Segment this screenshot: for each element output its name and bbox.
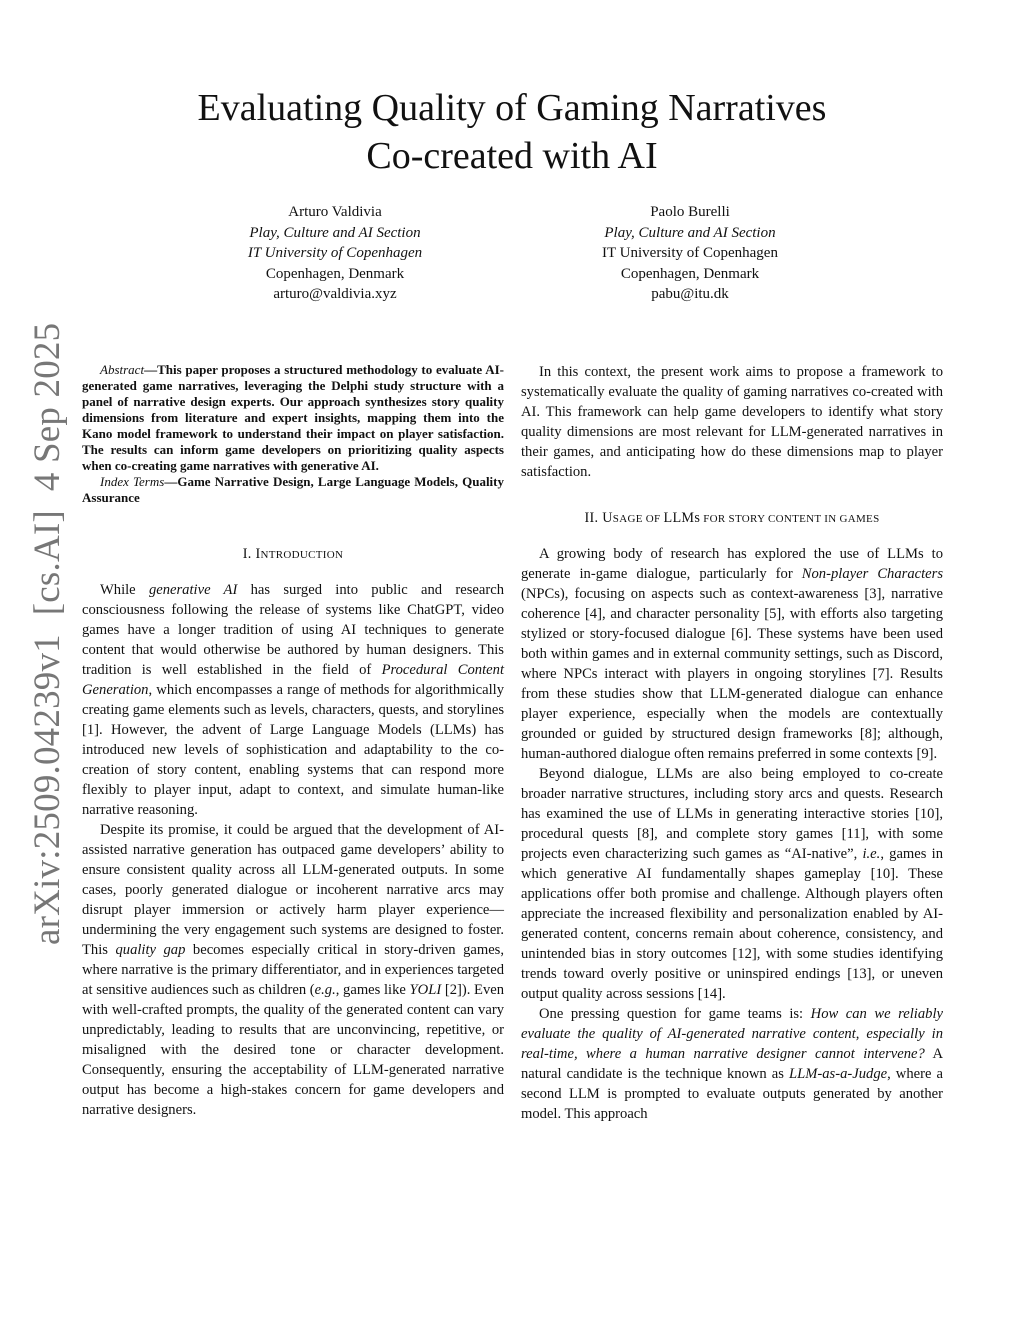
section-number: I. (242, 546, 256, 562)
emphasis: YOLI (409, 982, 442, 998)
author-organization: IT University of Copenhagen (602, 245, 778, 261)
text-run: While (100, 582, 149, 598)
text-run: A growing body of research has explored the use of LLMs to generate in-game dialogue, particularly for (521, 546, 943, 582)
text-run: , games in which generative AI fundamentally shapes gameplay [10]. These applications offer both promise and challenge. Although players often appreciate the increased flexibility and personalization enabled by AI-generated content, concerns remain about coherence, consistency, and unintended bias in story outcomes [12], with some studies identifying trends toward overly positive or uninspired endings [13], or uneven output quality across sessions [14]. (521, 846, 943, 1002)
intro-paragraph-1 (82, 580, 504, 820)
text-run: , games like (335, 982, 410, 998)
abstract-label: Abstract (100, 362, 145, 377)
author-block-2 (525, 202, 855, 305)
text-run: Beyond dialogue, LLMs are also being employed to co-create broader narrative structures, including story arcs and quests. Research has examined the use of LLMs in generating interactive stories [10], procedural quests [8], and complete story games [11], with some projects even characterizing such games as “AI-native”, (521, 766, 943, 862)
emphasis: i.e. (862, 846, 881, 862)
author-city: Copenhagen, Denmark (265, 265, 405, 282)
section-heading-usage (521, 508, 943, 529)
text-run: , which encompasses a range of methods for algorithmically creating game elements such as levels, characters, quests, and storylines [1]. However, the advent of Large Language Models (LLMs) has introduced new levels of sophistication and adaptability to the co-creation of story content, enabling systems that can respond more flexibly to player input, adapt to context, and simulate human-like narrative reasoning. (82, 682, 504, 818)
text-run: (NPCs), focusing on aspects such as context-awareness [3], narrative coherence [4], and character personality [5], with efforts also targeting stylized or story-focused dialogue [6]. These systems have been used both within games and in external community settings, such as Discord, where NPCs interact with players in ongoing storylines [7]. Results from these studies show that LLM-generated dialogue can enhance player experience, especially when the models are contextually grounded or guided by structured design frameworks [8]; although, human-authored dialogue often remains preferred in some contexts [9]. (521, 586, 943, 762)
abstract-text: —This paper proposes a structured methodology to evaluate AI-generated game narratives, leveraging the Delphi study structure with a panel of narrative design experts. Our approach synthesizes story quality dimensions from literature and expert insights, mapping them into the Kano model framework to understand their impact on player satisfaction. The results can inform game developers on prioritizing quality aspects when co-creating game narratives with generative AI. (82, 362, 504, 473)
author-email: arturo@valdivia.xyz (273, 286, 397, 302)
text-run: [2]). Even with well-crafted prompts, the quality of the generated content can vary unpredictably, leading to results that are unconvincing, repetitive, or misaligned with the desired tone or character development. Consequently, ensuring the acceptability of LLM-generated narrative output has become a high-stakes concern for game developers and narrative designers. (82, 982, 505, 1118)
section-initial: U (602, 510, 613, 526)
index-terms (82, 474, 504, 506)
section-title-llms: LLMs (663, 510, 701, 526)
section-number: II. (584, 510, 603, 526)
emphasis: generative AI (148, 582, 238, 598)
author-block-1 (170, 202, 500, 305)
author-organization: IT University of Copenhagen (247, 245, 423, 261)
text-run: becomes especially critical in story-driven games, where narrative is the primary differentiator, and in experiences targeted at sensitive audiences such as children ( (82, 942, 505, 998)
section-heading-introduction (82, 544, 504, 565)
section-title-rest: NTRODUCTION (260, 549, 344, 561)
title-line-2: Co-created with AI (366, 135, 658, 177)
author-name: Arturo Valdivia (288, 204, 382, 220)
emphasis: Non-player Characters (801, 566, 943, 582)
section-initial: I (255, 546, 261, 562)
title-line-1: Evaluating Quality of Gaming Narratives (197, 87, 827, 129)
author-city: Copenhagen, Denmark (620, 265, 760, 282)
abstract (82, 362, 504, 474)
index-terms-text: —Game Narrative Design, Large Language Models, Quality Assurance (82, 474, 505, 505)
intro-paragraph-2 (82, 820, 504, 1120)
author-email: pabu@itu.dk (651, 286, 729, 302)
text-run: A natural candidate is the technique known as (521, 1046, 943, 1082)
index-terms-label: Index Terms (100, 474, 165, 489)
section-title-tail: FOR STORY CONTENT IN GAMES (700, 513, 880, 525)
right-column (521, 362, 943, 1124)
author-department: Play, Culture and AI Section (249, 224, 421, 241)
emphasis: e.g. (314, 982, 336, 998)
usage-paragraph-3 (521, 1004, 943, 1124)
usage-paragraph-2 (521, 764, 943, 1004)
context-paragraph: In this context, the present work aims to propose a framework to systematically evaluate the quality of gaming narratives co-created with AI. This framework can help game developers to identify what story quality dimensions are most relevant for LLM-generated narratives in their games, and anticipating how do these dimensions map to player satisfaction. (521, 364, 943, 480)
emphasis: How can we reliably evaluate the quality of AI-generated narrative content, especially in real-time, where a human narrative designer cannot intervene? (521, 1006, 943, 1062)
emphasis: quality gap (115, 942, 186, 958)
text-run: One pressing question for game teams is: (539, 1006, 811, 1022)
author-name: Paolo Burelli (650, 204, 730, 220)
left-column (82, 362, 504, 1120)
arxiv-identifier: arXiv:2509.04239v1 [cs.AI] 4 Sep 2025 (27, 322, 68, 945)
text-run: has surged into public and research consciousness following the release of systems like ChatGPT, video games have a longer tradition of using AI techniques to generate content that would otherwise be authored by human designers. This tradition is well established in the field of (82, 582, 504, 678)
paper-title (0, 84, 1024, 180)
text-run: , where a second LLM is prompted to evaluate outputs generated by another model. This approach (521, 1066, 943, 1122)
author-department: Play, Culture and AI Section (604, 224, 776, 241)
text-run: Despite its promise, it could be argued that the development of AI-assisted narrative generation has outpaced game developers’ ability to ensure consistent quality across all LLM-generated outputs. In some cases, poorly generated dialogue or incoherent narrative arcs may disrupt player immersion or actively harm player experience—undermining the very engagement such systems are designed to foster. This (82, 822, 504, 958)
section-title-rest: SAGE OF (612, 513, 664, 525)
usage-paragraph-1 (521, 544, 943, 764)
emphasis: LLM-as-a-Judge (789, 1066, 888, 1082)
emphasis: Procedural Content Generation (82, 662, 504, 698)
